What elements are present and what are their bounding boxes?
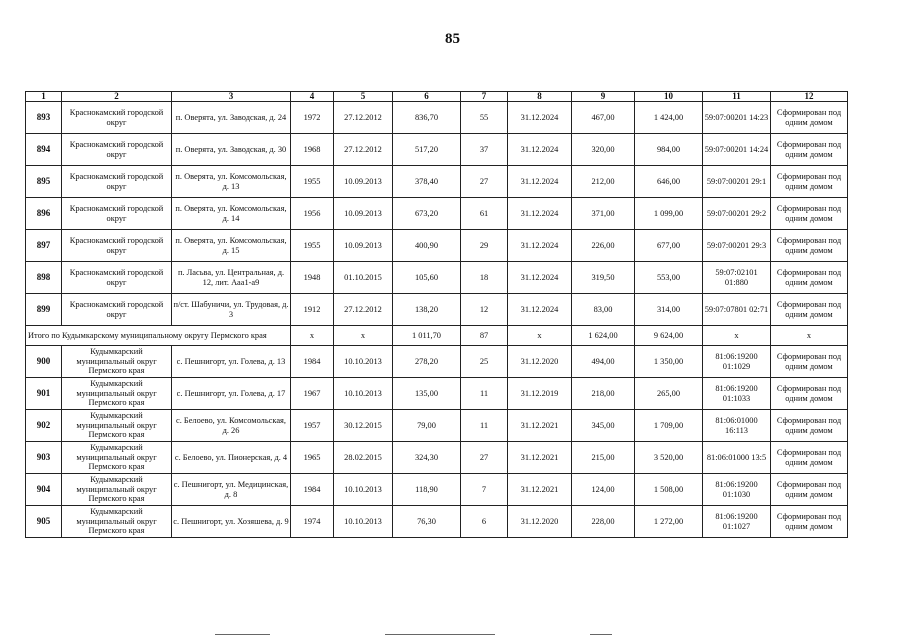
table-cell: п. Оверята, ул. Комсомольская, д. 13 xyxy=(172,166,291,198)
table-cell: 895 xyxy=(26,166,62,198)
table-cell: 31.12.2020 xyxy=(508,506,572,538)
table-cell: Сформирован под одним домом xyxy=(771,442,848,474)
table-cell: 3 520,00 xyxy=(635,442,703,474)
table-cell: 894 xyxy=(26,134,62,166)
footer-line xyxy=(215,634,270,635)
table-row xyxy=(26,346,848,378)
table-cell: 1984 xyxy=(291,474,334,506)
table-cell: 319,50 xyxy=(572,262,635,294)
table-cell: 1 272,00 xyxy=(635,506,703,538)
table-cell: 1 624,00 xyxy=(572,326,635,346)
table-cell: 278,20 xyxy=(393,346,461,378)
table-cell: 105,60 xyxy=(393,262,461,294)
footer-line xyxy=(385,634,495,635)
table-cell: 31.12.2024 xyxy=(508,198,572,230)
table-cell: п. Ласьва, ул. Центральная, д. 12, лит. Ааа1-а9 xyxy=(172,262,291,294)
table-cell: 81:06:19200 01:1033 xyxy=(703,378,771,410)
table-cell: 6 xyxy=(461,506,508,538)
table-cell: 12 xyxy=(461,294,508,326)
table-cell: 31.12.2024 xyxy=(508,230,572,262)
table-cell: 345,00 xyxy=(572,410,635,442)
column-number-header-row xyxy=(26,92,848,102)
table-cell: с. Пешнигорт, ул. Медицинская, д. 8 xyxy=(172,474,291,506)
table-cell: 37 xyxy=(461,134,508,166)
table-cell: Сформирован под одним домом xyxy=(771,346,848,378)
table-cell: 1 011,70 xyxy=(393,326,461,346)
table-cell: Краснокамский городской округ xyxy=(62,166,172,198)
table-cell: 1 424,00 xyxy=(635,102,703,134)
table-row xyxy=(26,474,848,506)
table-cell: 81:06:19200 01:1030 xyxy=(703,474,771,506)
table-cell: 01.10.2015 xyxy=(334,262,393,294)
table-cell: 10.09.2013 xyxy=(334,198,393,230)
table-cell: 27 xyxy=(461,442,508,474)
table-cell: 27 xyxy=(461,166,508,198)
table-cell: 31.12.2019 xyxy=(508,378,572,410)
table-cell: 1955 xyxy=(291,166,334,198)
table-cell: 228,00 xyxy=(572,506,635,538)
table-cell: Кудымкарский муниципальный округ Пермского края xyxy=(62,442,172,474)
table-cell: 76,30 xyxy=(393,506,461,538)
table-cell: х xyxy=(703,326,771,346)
table-cell: х xyxy=(334,326,393,346)
table-cell: 124,00 xyxy=(572,474,635,506)
table-cell: 81:06:19200 01:1029 xyxy=(703,346,771,378)
table-cell: 1956 xyxy=(291,198,334,230)
table-cell: 1984 xyxy=(291,346,334,378)
table-cell: 10.10.2013 xyxy=(334,506,393,538)
table-cell: п/ст. Шабуничи, ул. Трудовая, д. 3 xyxy=(172,294,291,326)
table-cell: 314,00 xyxy=(635,294,703,326)
table-cell: 81:06:19200 01:1027 xyxy=(703,506,771,538)
column-header: 3 xyxy=(172,92,291,102)
table-cell: 1948 xyxy=(291,262,334,294)
table-cell: 31.12.2021 xyxy=(508,474,572,506)
table-cell: 984,00 xyxy=(635,134,703,166)
table-cell: с. Пешнигорт, ул. Хозяшева, д. 9 xyxy=(172,506,291,538)
table-cell: 10.10.2013 xyxy=(334,474,393,506)
table-cell: 83,00 xyxy=(572,294,635,326)
table-cell: 378,40 xyxy=(393,166,461,198)
table-cell: 898 xyxy=(26,262,62,294)
table-cell: Сформирован под одним домом xyxy=(771,474,848,506)
table-row xyxy=(26,410,848,442)
table-cell: 218,00 xyxy=(572,378,635,410)
table-cell: Кудымкарский муниципальный округ Пермского края xyxy=(62,474,172,506)
table-cell: 901 xyxy=(26,378,62,410)
table-cell: 27.12.2012 xyxy=(334,294,393,326)
table-cell: 903 xyxy=(26,442,62,474)
table-cell: 11 xyxy=(461,378,508,410)
table-cell: 905 xyxy=(26,506,62,538)
table-cell: Сформирован под одним домом xyxy=(771,198,848,230)
table-cell: 897 xyxy=(26,230,62,262)
table-cell: 59:07:00201 14:23 xyxy=(703,102,771,134)
table-cell: 31.12.2020 xyxy=(508,346,572,378)
table-cell: х xyxy=(291,326,334,346)
total-label: Итого по Кудымкарскому муниципальному округу Пермского края xyxy=(26,326,291,346)
table-cell: 10.10.2013 xyxy=(334,346,393,378)
table-cell: 1 350,00 xyxy=(635,346,703,378)
column-header: 9 xyxy=(572,92,635,102)
column-header: 2 xyxy=(62,92,172,102)
table-cell: 899 xyxy=(26,294,62,326)
table-cell: 135,00 xyxy=(393,378,461,410)
column-header: 8 xyxy=(508,92,572,102)
table-cell: Сформирован под одним домом xyxy=(771,102,848,134)
table-cell: 1957 xyxy=(291,410,334,442)
table-cell: 28.02.2015 xyxy=(334,442,393,474)
column-header: 12 xyxy=(771,92,848,102)
table-cell: Кудымкарский муниципальный округ Пермского края xyxy=(62,506,172,538)
table-cell: 1967 xyxy=(291,378,334,410)
table-row xyxy=(26,198,848,230)
table-cell: 11 xyxy=(461,410,508,442)
column-header: 11 xyxy=(703,92,771,102)
table-cell: 400,90 xyxy=(393,230,461,262)
table-cell: 7 xyxy=(461,474,508,506)
table-cell: п. Оверята, ул. Комсомольская, д. 14 xyxy=(172,198,291,230)
table-cell: 18 xyxy=(461,262,508,294)
table-cell: 55 xyxy=(461,102,508,134)
table-row xyxy=(26,134,848,166)
table-cell: 31.12.2024 xyxy=(508,294,572,326)
table-cell: 1 709,00 xyxy=(635,410,703,442)
table-cell: 31.12.2021 xyxy=(508,442,572,474)
table-cell: Краснокамский городской округ xyxy=(62,262,172,294)
table-cell: п. Оверята, ул. Комсомольская, д. 15 xyxy=(172,230,291,262)
table-cell: 10.09.2013 xyxy=(334,166,393,198)
table-cell: 553,00 xyxy=(635,262,703,294)
table-cell: 29 xyxy=(461,230,508,262)
table-cell: 902 xyxy=(26,410,62,442)
table-row xyxy=(26,442,848,474)
table-cell: Краснокамский городской округ xyxy=(62,102,172,134)
table-cell: Сформирован под одним домом xyxy=(771,262,848,294)
table-row xyxy=(26,166,848,198)
table-cell: Краснокамский городской округ xyxy=(62,198,172,230)
column-header: 5 xyxy=(334,92,393,102)
table-cell: 31.12.2024 xyxy=(508,166,572,198)
table-cell: 59:07:00201 29:3 xyxy=(703,230,771,262)
table-cell: с. Белоево, ул. Комсомольская, д. 26 xyxy=(172,410,291,442)
table-cell: 10.10.2013 xyxy=(334,378,393,410)
column-header: 7 xyxy=(461,92,508,102)
table-cell: 893 xyxy=(26,102,62,134)
table-cell: 1 508,00 xyxy=(635,474,703,506)
table-row xyxy=(26,378,848,410)
column-header: 6 xyxy=(393,92,461,102)
table-cell: 79,00 xyxy=(393,410,461,442)
table-cell: 215,00 xyxy=(572,442,635,474)
table-cell: 836,70 xyxy=(393,102,461,134)
table-cell: с. Пешнигорт, ул. Голева, д. 17 xyxy=(172,378,291,410)
table-cell: х xyxy=(508,326,572,346)
table-cell: 31.12.2024 xyxy=(508,262,572,294)
table-cell: 87 xyxy=(461,326,508,346)
table-cell: 896 xyxy=(26,198,62,230)
table-cell: 673,20 xyxy=(393,198,461,230)
table-cell: 677,00 xyxy=(635,230,703,262)
table-cell: 646,00 xyxy=(635,166,703,198)
table-cell: Сформирован под одним домом xyxy=(771,230,848,262)
table-cell: 1972 xyxy=(291,102,334,134)
table-cell: 1955 xyxy=(291,230,334,262)
column-header: 1 xyxy=(26,92,62,102)
table-cell: 517,20 xyxy=(393,134,461,166)
table-cell: 467,00 xyxy=(572,102,635,134)
total-row xyxy=(26,326,848,346)
table-cell: 212,00 xyxy=(572,166,635,198)
table-cell: 226,00 xyxy=(572,230,635,262)
table-cell: 1912 xyxy=(291,294,334,326)
table-cell: 59:07:00201 29:2 xyxy=(703,198,771,230)
table-cell: Кудымкарский муниципальный округ Пермского края xyxy=(62,346,172,378)
table-cell: Кудымкарский муниципальный округ Пермского края xyxy=(62,378,172,410)
column-header: 10 xyxy=(635,92,703,102)
table-cell: п. Оверята, ул. Заводская, д. 24 xyxy=(172,102,291,134)
table-cell: 1965 xyxy=(291,442,334,474)
table-cell: 31.12.2024 xyxy=(508,102,572,134)
table-cell: 1968 xyxy=(291,134,334,166)
table-row xyxy=(26,262,848,294)
table-row xyxy=(26,230,848,262)
table-cell: Кудымкарский муниципальный округ Пермского края xyxy=(62,410,172,442)
table-row xyxy=(26,294,848,326)
table-cell: п. Оверята, ул. Заводская, д. 30 xyxy=(172,134,291,166)
table-cell: Краснокамский городской округ xyxy=(62,134,172,166)
footer-line xyxy=(590,634,612,635)
table-cell: 59:07:00201 14:24 xyxy=(703,134,771,166)
table-cell: 138,20 xyxy=(393,294,461,326)
table-cell: 494,00 xyxy=(572,346,635,378)
table-cell: с. Пешнигорт, ул. Голева, д. 13 xyxy=(172,346,291,378)
table-cell: Сформирован под одним домом xyxy=(771,166,848,198)
table-cell: с. Белоево, ул. Пионерская, д. 4 xyxy=(172,442,291,474)
table-cell: 59:07:02101 01:880 xyxy=(703,262,771,294)
table-cell: Сформирован под одним домом xyxy=(771,134,848,166)
table-cell: 27.12.2012 xyxy=(334,102,393,134)
table-cell: 118,90 xyxy=(393,474,461,506)
table-cell: 27.12.2012 xyxy=(334,134,393,166)
table-cell: 30.12.2015 xyxy=(334,410,393,442)
column-header: 4 xyxy=(291,92,334,102)
table-cell: Сформирован под одним домом xyxy=(771,378,848,410)
table-cell: Краснокамский городской округ xyxy=(62,294,172,326)
table-cell: 1 099,00 xyxy=(635,198,703,230)
table-cell: 904 xyxy=(26,474,62,506)
table-cell: 10.09.2013 xyxy=(334,230,393,262)
table-cell: 324,30 xyxy=(393,442,461,474)
table-row xyxy=(26,506,848,538)
table-cell: 1974 xyxy=(291,506,334,538)
table-cell: Сформирован под одним домом xyxy=(771,506,848,538)
table-cell: Краснокамский городской округ xyxy=(62,230,172,262)
table-cell: 9 624,00 xyxy=(635,326,703,346)
table-cell: 81:06:01000 16:113 xyxy=(703,410,771,442)
table-cell: 31.12.2024 xyxy=(508,134,572,166)
table-cell: 81:06:01000 13:5 xyxy=(703,442,771,474)
table-cell: 31.12.2021 xyxy=(508,410,572,442)
table-cell: 25 xyxy=(461,346,508,378)
table-cell: 371,00 xyxy=(572,198,635,230)
table-cell: 265,00 xyxy=(635,378,703,410)
page-number: 85 xyxy=(445,31,460,47)
table-cell: 59:07:00201 29:1 xyxy=(703,166,771,198)
table-cell: 59:07:07801 02:71 xyxy=(703,294,771,326)
table-cell: Сформирован под одним домом xyxy=(771,294,848,326)
table-cell: Сформирован под одним домом xyxy=(771,410,848,442)
table-cell: х xyxy=(771,326,848,346)
table-row xyxy=(26,102,848,134)
housing-register-table xyxy=(25,91,848,538)
table-cell: 900 xyxy=(26,346,62,378)
table-cell: 320,00 xyxy=(572,134,635,166)
table-cell: 61 xyxy=(461,198,508,230)
